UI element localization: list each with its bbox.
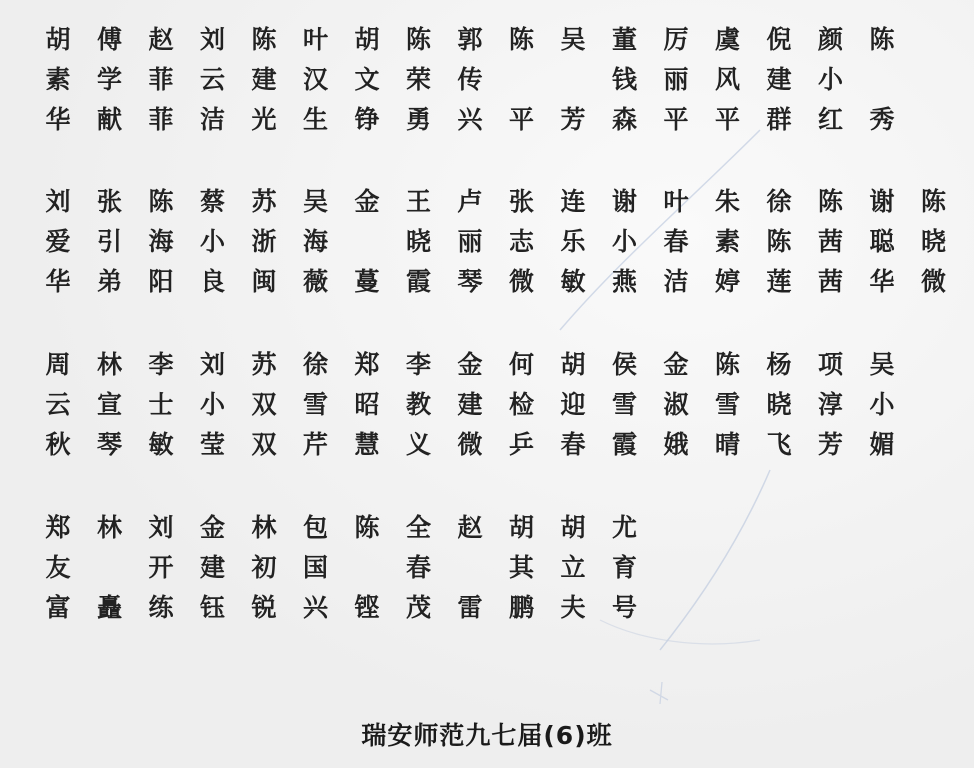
- name-character: 引: [96, 227, 122, 256]
- name-character: 钰: [199, 593, 225, 622]
- name-character: 森: [611, 105, 637, 134]
- name-character: 勇: [405, 105, 431, 134]
- name-character: 素: [714, 227, 740, 256]
- name-character: 晓: [405, 227, 431, 256]
- name-character: 鹏: [508, 593, 534, 622]
- name-character: 叶: [302, 25, 328, 54]
- name-character: 陈: [405, 25, 431, 54]
- name-character: 金: [354, 187, 380, 216]
- name-character: 莹: [199, 430, 225, 459]
- name-row: [38, 345, 938, 385]
- name-character: 淑: [663, 390, 689, 419]
- name-character: 婷: [714, 267, 740, 296]
- name-character: 爱: [45, 227, 71, 256]
- name-character: 燕: [611, 267, 637, 296]
- name-character: 杨: [766, 350, 792, 379]
- name-character: 陈: [869, 25, 895, 54]
- name-character: 乒: [508, 430, 534, 459]
- name-character: 项: [817, 350, 843, 379]
- name-character: 菲: [148, 105, 174, 134]
- name-group-2: [38, 182, 946, 302]
- name-character: 初: [251, 553, 277, 582]
- name-character: 育: [611, 553, 637, 582]
- name-character: 小: [199, 227, 225, 256]
- name-character: 风: [714, 65, 740, 94]
- name-character: 乐: [560, 227, 586, 256]
- name-character: 平: [663, 105, 689, 134]
- name-character: 娥: [663, 430, 689, 459]
- name-character: 郭: [457, 25, 483, 54]
- name-character: 全: [405, 513, 431, 542]
- name-character: 茜: [817, 267, 843, 296]
- name-character: 陈: [148, 187, 174, 216]
- name-row: [38, 182, 946, 222]
- name-character: 林: [96, 513, 122, 542]
- name-character: 海: [302, 227, 328, 256]
- name-character: 练: [148, 593, 174, 622]
- name-character: [347, 222, 387, 262]
- name-character: 尤: [611, 513, 637, 542]
- name-character: 琴: [457, 267, 483, 296]
- name-character: 小: [817, 65, 843, 94]
- name-character: 红: [817, 105, 843, 134]
- name-character: 胡: [508, 513, 534, 542]
- name-character: 钱: [611, 65, 637, 94]
- name-character: 建: [251, 65, 277, 94]
- name-character: 侯: [611, 350, 637, 379]
- name-character: 吴: [302, 187, 328, 216]
- name-character: 云: [45, 390, 71, 419]
- name-character: 雪: [302, 390, 328, 419]
- name-character: 晓: [920, 227, 946, 256]
- name-character: 刘: [199, 350, 225, 379]
- name-character: 平: [714, 105, 740, 134]
- name-character: 微: [457, 430, 483, 459]
- name-character: 傅: [96, 25, 122, 54]
- name-character: 刘: [45, 187, 71, 216]
- name-character: 倪: [766, 25, 792, 54]
- name-character: 包: [302, 513, 328, 542]
- name-character: 徐: [766, 187, 792, 216]
- name-character: 浙: [251, 227, 277, 256]
- name-character: 李: [405, 350, 431, 379]
- name-character: 富: [45, 593, 71, 622]
- name-character: 双: [251, 390, 277, 419]
- name-character: 传: [457, 65, 483, 94]
- name-character: 群: [766, 105, 792, 134]
- name-character: 何: [508, 350, 534, 379]
- name-group-3: [38, 345, 938, 465]
- name-group-1: [38, 20, 938, 140]
- name-character: 颜: [817, 25, 843, 54]
- name-character: 蔡: [199, 187, 225, 216]
- name-character: 士: [148, 390, 174, 419]
- name-character: 陈: [354, 513, 380, 542]
- name-character: [90, 548, 130, 588]
- name-character: 苏: [251, 350, 277, 379]
- name-character: 雪: [714, 390, 740, 419]
- name-character: 金: [457, 350, 483, 379]
- name-character: 华: [869, 267, 895, 296]
- name-character: 铮: [354, 105, 380, 134]
- name-character: 茜: [817, 227, 843, 256]
- name-character: 董: [611, 25, 637, 54]
- name-character: 徐: [302, 350, 328, 379]
- name-character: 胡: [354, 25, 380, 54]
- name-character: 吴: [869, 350, 895, 379]
- name-character: 素: [45, 65, 71, 94]
- name-character: 刘: [148, 513, 174, 542]
- name-character: 春: [663, 227, 689, 256]
- name-character: 弟: [96, 267, 122, 296]
- name-character: 义: [405, 430, 431, 459]
- name-character: 王: [405, 187, 431, 216]
- name-character: 琴: [96, 430, 122, 459]
- name-character: 建: [766, 65, 792, 94]
- name-character: 刘: [199, 25, 225, 54]
- name-character: 光: [251, 105, 277, 134]
- name-character: 锐: [251, 593, 277, 622]
- name-character: 良: [199, 267, 225, 296]
- name-character: 胡: [560, 513, 586, 542]
- name-character: 宣: [96, 390, 122, 419]
- name-character: 芳: [817, 430, 843, 459]
- name-row: [38, 588, 938, 628]
- name-character: 微: [508, 267, 534, 296]
- name-character: 飞: [766, 430, 792, 459]
- name-character: 双: [251, 430, 277, 459]
- name-character: 卢: [457, 187, 483, 216]
- name-character: 春: [405, 553, 431, 582]
- name-character: 文: [354, 65, 380, 94]
- name-character: 胡: [560, 350, 586, 379]
- name-row: [38, 262, 946, 302]
- name-character: 友: [45, 553, 71, 582]
- name-character: 建: [457, 390, 483, 419]
- name-character: 虞: [714, 25, 740, 54]
- name-character: 林: [251, 513, 277, 542]
- name-character: 张: [96, 187, 122, 216]
- name-character: 陈: [508, 25, 534, 54]
- name-character: 矗: [96, 593, 122, 622]
- name-character: 莲: [766, 267, 792, 296]
- name-character: 金: [199, 513, 225, 542]
- name-character: [553, 60, 593, 100]
- name-row: [38, 20, 938, 60]
- name-character: 李: [148, 350, 174, 379]
- name-character: 夫: [560, 593, 586, 622]
- name-row: [38, 508, 938, 548]
- name-character: 丽: [663, 65, 689, 94]
- name-row: [38, 60, 938, 100]
- name-character: 小: [869, 390, 895, 419]
- name-character: 谢: [869, 187, 895, 216]
- name-character: 雪: [611, 390, 637, 419]
- name-character: 铿: [354, 593, 380, 622]
- name-character: 陈: [817, 187, 843, 216]
- name-character: 周: [45, 350, 71, 379]
- name-character: 敏: [560, 267, 586, 296]
- name-character: 丽: [457, 227, 483, 256]
- name-character: 林: [96, 350, 122, 379]
- name-character: 兴: [302, 593, 328, 622]
- name-character: 微: [920, 267, 946, 296]
- name-character: 其: [508, 553, 534, 582]
- name-character: 昭: [354, 390, 380, 419]
- name-character: 汉: [302, 65, 328, 94]
- name-character: 雷: [457, 593, 483, 622]
- name-character: [862, 60, 902, 100]
- name-character: 陈: [920, 187, 946, 216]
- name-character: 郑: [45, 513, 71, 542]
- name-character: 媚: [869, 430, 895, 459]
- name-row: [38, 548, 938, 588]
- name-character: 云: [199, 65, 225, 94]
- name-character: 海: [148, 227, 174, 256]
- name-character: 霞: [611, 430, 637, 459]
- name-character: 金: [663, 350, 689, 379]
- name-character: 教: [405, 390, 431, 419]
- name-character: 阳: [148, 267, 174, 296]
- name-group-4: [38, 508, 938, 628]
- name-character: 生: [302, 105, 328, 134]
- name-character: 闽: [251, 267, 277, 296]
- name-character: 小: [611, 227, 637, 256]
- name-character: 叶: [663, 187, 689, 216]
- name-character: 陈: [251, 25, 277, 54]
- name-character: 小: [199, 390, 225, 419]
- name-character: 霞: [405, 267, 431, 296]
- name-character: 敏: [148, 430, 174, 459]
- name-character: 芳: [560, 105, 586, 134]
- name-character: 平: [508, 105, 534, 134]
- name-character: 洁: [663, 267, 689, 296]
- name-character: 兴: [457, 105, 483, 134]
- name-character: 菲: [148, 65, 174, 94]
- name-character: 献: [96, 105, 122, 134]
- name-character: 春: [560, 430, 586, 459]
- name-character: 检: [508, 390, 534, 419]
- name-character: [502, 60, 542, 100]
- name-character: [450, 548, 490, 588]
- name-character: 立: [560, 553, 586, 582]
- name-character: 慧: [354, 430, 380, 459]
- name-character: 学: [96, 65, 122, 94]
- name-character: 秋: [45, 430, 71, 459]
- name-character: 号: [611, 593, 637, 622]
- name-character: 晴: [714, 430, 740, 459]
- name-character: 张: [508, 187, 534, 216]
- name-character: 迎: [560, 390, 586, 419]
- name-row: [38, 385, 938, 425]
- name-character: 华: [45, 267, 71, 296]
- name-character: 聪: [869, 227, 895, 256]
- name-row: [38, 222, 946, 262]
- name-character: 谢: [611, 187, 637, 216]
- name-character: 晓: [766, 390, 792, 419]
- name-character: 淳: [817, 390, 843, 419]
- name-character: 荣: [405, 65, 431, 94]
- name-character: 洁: [199, 105, 225, 134]
- name-character: 吴: [560, 25, 586, 54]
- name-row: [38, 100, 938, 140]
- name-character: 苏: [251, 187, 277, 216]
- name-character: 芹: [302, 430, 328, 459]
- name-character: 秀: [869, 105, 895, 134]
- name-character: 郑: [354, 350, 380, 379]
- name-character: 茂: [405, 593, 431, 622]
- name-character: 赵: [457, 513, 483, 542]
- name-character: 国: [302, 553, 328, 582]
- name-row: [38, 425, 938, 465]
- name-character: 赵: [148, 25, 174, 54]
- name-character: [347, 548, 387, 588]
- name-character: 华: [45, 105, 71, 134]
- name-character: 建: [199, 553, 225, 582]
- class-caption: 瑞安师范九七届(6)班: [361, 721, 613, 750]
- name-character: 厉: [663, 25, 689, 54]
- name-character: 蔓: [354, 267, 380, 296]
- name-character: 朱: [714, 187, 740, 216]
- name-character: 陈: [766, 227, 792, 256]
- name-character: 志: [508, 227, 534, 256]
- name-character: 薇: [302, 267, 328, 296]
- name-character: 连: [560, 187, 586, 216]
- name-character: 陈: [714, 350, 740, 379]
- name-character: 胡: [45, 25, 71, 54]
- name-character: 开: [148, 553, 174, 582]
